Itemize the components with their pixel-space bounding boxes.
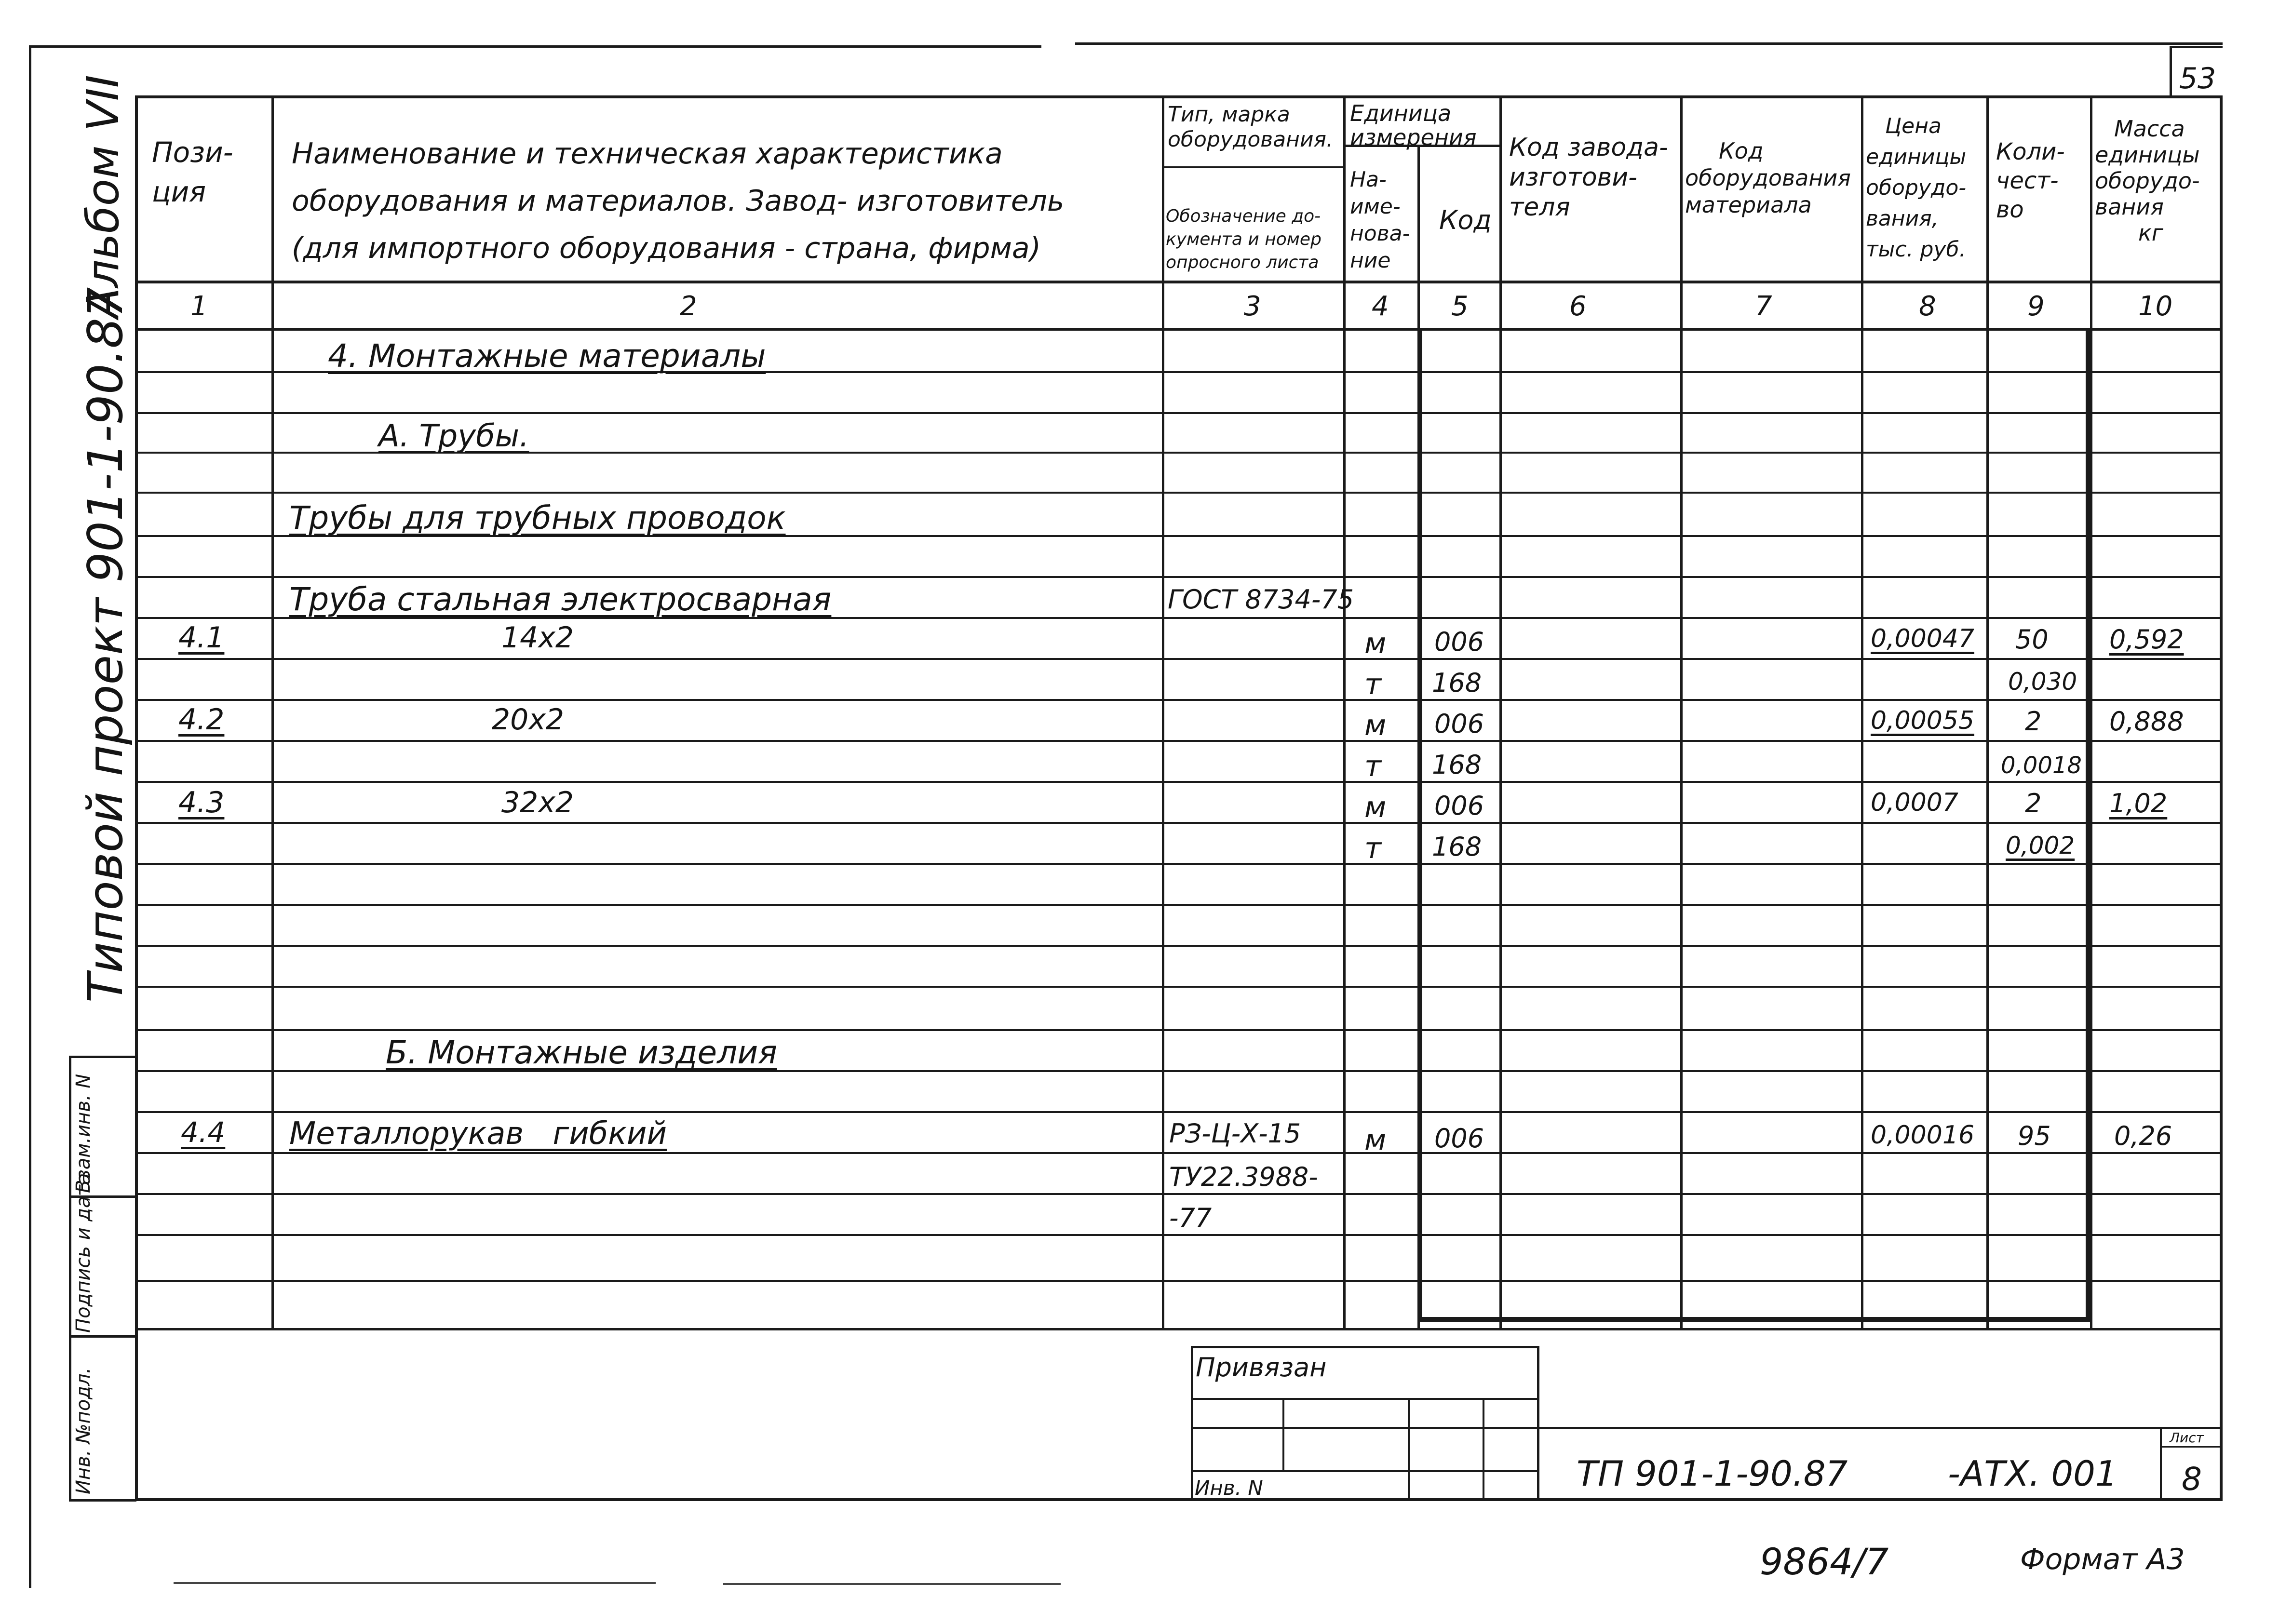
row-4-3t-code: 168	[1432, 832, 1482, 862]
row-4-3t-qty: 0,002	[2006, 832, 2075, 859]
row-4-2t-code: 168	[1432, 750, 1482, 780]
header-col9: Коли- чест- во	[1996, 138, 2065, 223]
row-4-4-qty: 95	[2018, 1121, 2051, 1151]
row-4-2-mass: 0,888	[2109, 706, 2184, 737]
colnum-8: 8	[1919, 291, 1936, 322]
sheet-corner-number: 53	[2179, 62, 2216, 95]
inv-label: Инв. N	[1195, 1476, 1263, 1500]
colnum-7: 7	[1755, 291, 1772, 322]
row-4-4-unit: м	[1364, 1123, 1387, 1157]
header-col5: Код	[1439, 205, 1492, 235]
row-4-3-qty: 2	[2025, 788, 2042, 819]
item-group-doc: ГОСТ 8734-75	[1168, 584, 1354, 615]
sheet-number: 8	[2182, 1461, 2202, 1498]
bound-label: Привязан	[1196, 1352, 1327, 1382]
row-4-2-qty: 2	[2025, 706, 2042, 737]
item-group-name: Труба стальная электросварная	[289, 581, 832, 618]
row-4-1-mass: 0,592	[2109, 624, 2184, 655]
archive-number: 9864/7	[1760, 1540, 1889, 1583]
row-4-2-code: 006	[1434, 709, 1484, 739]
colnum-5: 5	[1451, 291, 1469, 322]
header-col7: Код оборудования материала	[1685, 138, 1851, 218]
header-col2: Наименование и техническая характеристика оборудования и материалов. Завод- изготовитель (для импортного оборудования - страна, фирма)	[292, 137, 1065, 265]
row-4-4-doc2: ТУ22.3988-	[1169, 1162, 1318, 1192]
row-4-1-pos: 4.1	[178, 621, 225, 655]
row-4-3-name: 32х2	[501, 786, 574, 819]
row-4-4-price: 0,00016	[1871, 1121, 1975, 1150]
colnum-9: 9	[2027, 291, 2045, 322]
sheet-label: Лист	[2170, 1430, 2204, 1446]
row-4-4-code: 006	[1434, 1123, 1484, 1154]
row-4-3t-unit: т	[1364, 832, 1381, 865]
colnum-6: 6	[1569, 291, 1587, 322]
row-4-4-pos: 4.4	[181, 1116, 226, 1149]
header-unit-group: Единица измерения	[1350, 100, 1477, 150]
row-4-3-price: 0,0007	[1871, 788, 1958, 817]
colnum-1: 1	[190, 291, 208, 322]
stamp-replace-label: Взам.инв. N	[72, 1074, 94, 1193]
header-col10: Масса единицы оборудо- вания кг	[2095, 116, 2200, 246]
stamp-signature-label: Подпись и дата	[72, 1173, 94, 1333]
row-4-4-doc3: -77	[1169, 1203, 1212, 1233]
row-4-1t-unit: т	[1364, 668, 1381, 701]
header-col4: На- име- нова- ние	[1350, 167, 1410, 273]
colnum-3: 3	[1244, 291, 1261, 322]
row-4-2-name: 20х2	[492, 703, 565, 737]
project-label: Типовой проект 901-1-90.87	[77, 287, 134, 1003]
header-col3-doc: Обозначение до- кумента и номер опросного листа	[1166, 206, 1322, 272]
row-4-2t-qty: 0,0018	[2001, 752, 2082, 779]
row-4-1t-qty: 0,030	[2008, 668, 2077, 696]
row-4-2-unit: м	[1364, 709, 1387, 742]
doc-suffix: -АТХ. 001	[1948, 1453, 2117, 1494]
row-4-3-unit: м	[1364, 791, 1387, 824]
row-4-4-doc1: РЗ-Ц-Х-15	[1169, 1118, 1301, 1149]
colnum-10: 10	[2138, 291, 2173, 322]
row-4-4-name: Металлорукав гибкий	[289, 1116, 667, 1152]
row-4-1-qty: 50	[2015, 624, 2049, 655]
doc-code: ТП 901-1-90.87	[1577, 1453, 1848, 1494]
row-4-1-price: 0,00047	[1871, 624, 1975, 653]
row-4-3-mass: 1,02	[2109, 788, 2168, 819]
colnum-4: 4	[1372, 291, 1389, 322]
row-4-1t-code: 168	[1432, 668, 1482, 698]
header-col1: Пози- ция	[152, 136, 233, 208]
header-col6: Код завода- изготови- теля	[1509, 133, 1668, 222]
subsection-b-title: Б. Монтажные изделия	[386, 1034, 777, 1071]
row-4-3-pos: 4.3	[178, 786, 225, 819]
format-label: Формат А3	[2020, 1543, 2185, 1576]
header-col3-type: Тип, марка оборудования.	[1168, 102, 1333, 152]
header-col8: Цена единицы оборудо- вания, тыс. руб.	[1866, 114, 1967, 262]
row-4-4-mass: 0,26	[2114, 1121, 2172, 1151]
row-4-1-code: 006	[1434, 627, 1484, 657]
group-title: Трубы для трубных проводок	[289, 499, 786, 537]
album-label: Альбом VII	[77, 75, 129, 318]
row-4-1-name: 14х2	[501, 621, 574, 655]
section-title: 4. Монтажные материалы	[328, 337, 766, 375]
stamp-inv-label: Инв. №подл.	[72, 1367, 94, 1494]
colnum-2: 2	[680, 291, 697, 322]
row-4-2t-unit: т	[1364, 750, 1381, 783]
row-4-1-unit: м	[1364, 627, 1387, 660]
row-4-2-price: 0,00055	[1871, 706, 1975, 735]
row-4-3-code: 006	[1434, 791, 1484, 821]
row-4-2-pos: 4.2	[178, 703, 225, 737]
subsection-title: А. Трубы.	[378, 418, 529, 454]
